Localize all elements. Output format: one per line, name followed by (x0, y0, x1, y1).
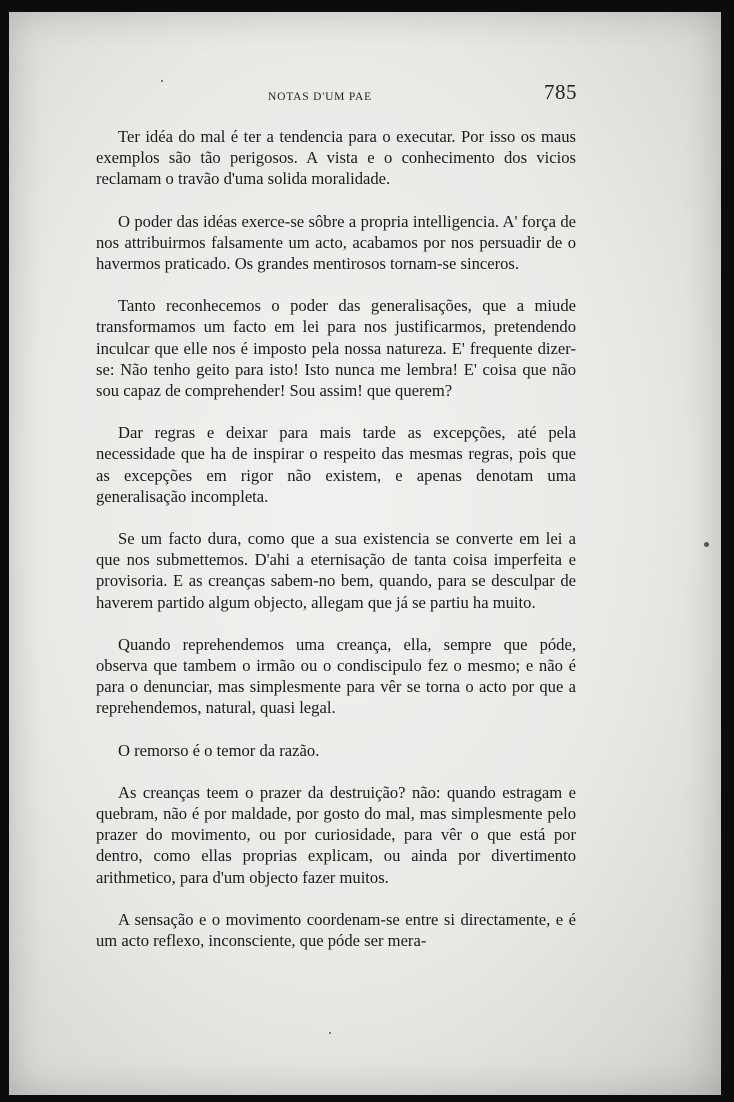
running-title: NOTAS D'UM PAE (268, 91, 372, 103)
paragraph: O remorso é o temor da razão. (118, 740, 320, 760)
paragraph: Tanto reconhecemos o poder das generalisações, que a miude transformamos um facto em lei para nos justificarmos, pretendendo inculcar que elle nos é imposto pela nossa natureza. E' frequente dizer-se: Não tenho geito para isto! Isto nunca me lembra! E' coisa que não sou capaz de comprehender! Sou assim! que querem? (96, 296, 576, 401)
body-text (96, 126, 576, 951)
paragraph: Se um facto dura, como que a sua existencia se converte em lei a que nos submettemos. D'ahi a eternisação de tanta coisa imperfeita e provisoria. E as creanças sabem-no bem, quando, para se desculpar de haverem partido algum objecto, allegam que já se partiu ha muito. (96, 529, 576, 612)
paragraph: A sensação e o movimento coordenam-se entre si directamente, e é um acto reflexo, inconsciente, que póde ser mera- (96, 909, 576, 951)
page-header (268, 80, 588, 110)
ink-speck (161, 80, 163, 82)
ink-speck (329, 1032, 331, 1034)
paragraph: Ter idéa do mal é ter a tendencia para o executar. Por isso os maus exemplos são tão perigosos. A vista e o conhecimento dos vicios reclamam o travão d'uma solida moralidade. (96, 127, 576, 189)
paragraph: Dar regras e deixar para mais tarde as excepções, até pela necessidade que ha de inspirar o respeito das mesmas regras, pois que as excepções em rigor não existem, e apenas denotam uma generalisação incompleta. (96, 423, 576, 506)
paragraph: Quando reprehendemos uma creança, ella, sempre que póde, observa que tambem o irmão ou o condiscipulo fez o mesmo; e não é para o denunciar, mas simplesmente para vêr se torna o acto por que a reprehendemos, natural, quasi legal. (96, 634, 576, 718)
paragraph: O poder das idéas exerce-se sôbre a propria intelligencia. A' força de nos attribuirmos falsamente um acto, acabamos por nos persuadir de o havermos praticado. Os grandes mentirosos tornam-se sinceros. (96, 211, 576, 274)
paragraph: As creanças teem o prazer da destruição? não: quando estragam e quebram, não é por maldade, por gosto do mal, mas simplesmente pelo prazer do movimento, ou por curiosidade, para vêr o que está por dentro, como ellas proprias explicam, ou ainda por divertimento arithmetico, para d'um objecto fazer muitos. (96, 782, 576, 887)
ink-speck (704, 542, 709, 547)
page-number: 785 (544, 80, 577, 104)
